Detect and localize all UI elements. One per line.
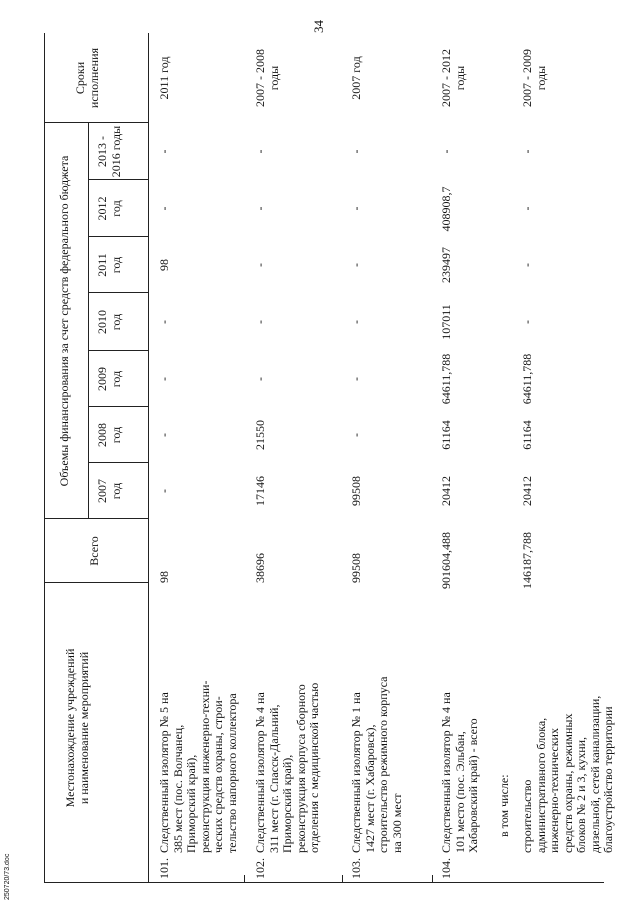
cell-2007: 17146 bbox=[253, 476, 267, 506]
header-year-2010: 2010 год bbox=[95, 310, 123, 334]
cell-2008: 61164 bbox=[439, 420, 453, 450]
row-total: 98 bbox=[157, 571, 171, 583]
cell-2007: 20412 bbox=[520, 476, 534, 506]
header-location: Местонахождение учреждений и наименование мероприятий bbox=[63, 648, 91, 808]
row-term: 2007 - 2008 годы bbox=[253, 49, 281, 107]
cell-2011: - bbox=[349, 263, 363, 267]
cell-2009: 64611,788 bbox=[439, 353, 453, 405]
row-total: 901604,488 bbox=[439, 532, 453, 589]
budget-table bbox=[44, 33, 615, 883]
cell-2011: - bbox=[253, 263, 267, 267]
header-year-2011: 2011 год bbox=[95, 253, 123, 277]
row-number: 102. bbox=[253, 858, 267, 879]
row-total: 38696 bbox=[253, 553, 267, 583]
header-year-2013-2016: 2013 - 2016 годы bbox=[95, 125, 123, 178]
row-line bbox=[432, 875, 433, 883]
row-number: 101. bbox=[157, 858, 171, 879]
in-that-number-label: в том числе: bbox=[497, 774, 511, 837]
cell-2009: - bbox=[157, 377, 171, 381]
header-line-bottom bbox=[148, 33, 149, 883]
cell-2011: 98 bbox=[157, 259, 171, 271]
cell-2010: - bbox=[253, 320, 267, 324]
row-total: 99508 bbox=[349, 553, 363, 583]
row-term: 2007 год bbox=[349, 56, 363, 100]
cell-2011: 239497 bbox=[439, 247, 453, 283]
cell-2007: 20412 bbox=[439, 476, 453, 506]
cell-2011: - bbox=[520, 263, 534, 267]
cell-2010: 107011 bbox=[439, 304, 453, 340]
cell-2013-2016: - bbox=[157, 149, 171, 154]
row-number: 104. bbox=[439, 858, 453, 879]
cell-2012: - bbox=[157, 206, 171, 211]
header-terms: Сроки исполнения bbox=[73, 47, 101, 109]
cell-2012: 408908,7 bbox=[439, 186, 453, 232]
header-year-2009: 2009 год bbox=[95, 367, 123, 391]
cell-2012: - bbox=[349, 206, 363, 211]
cell-2008: - bbox=[349, 433, 363, 437]
cell-2012: - bbox=[253, 206, 267, 211]
cell-2008: 21550 bbox=[253, 420, 267, 450]
row-term: 2007 - 2012 годы bbox=[439, 49, 467, 107]
header-year-2007: 2007 год bbox=[95, 479, 123, 503]
cell-2007: - bbox=[157, 489, 171, 493]
row-line bbox=[342, 875, 343, 883]
header-line-mid bbox=[88, 123, 89, 519]
subrow-name: строительство административного блока, инженерно-технических средств охраны, режимных блоков № 2 и 3, кухни, дизельной, сетей канализации, благоустройство территории bbox=[520, 695, 615, 853]
page-number: 34 bbox=[311, 20, 326, 34]
header-funding-group: Объемы финансирования за счет средств федерального бюджета bbox=[57, 155, 71, 487]
row-number: 103. bbox=[349, 858, 363, 879]
cell-2013-2016: - bbox=[253, 149, 267, 154]
header-year-2008: 2008 год bbox=[95, 423, 123, 447]
cell-2009: - bbox=[349, 377, 363, 381]
cell-2008: - bbox=[157, 433, 171, 437]
cell-2013-2016: - bbox=[439, 149, 453, 154]
header-total: Всего bbox=[87, 536, 101, 566]
cell-2009: - bbox=[253, 377, 267, 381]
cell-2010: - bbox=[520, 320, 534, 324]
row-term: 2011 год bbox=[157, 56, 171, 100]
table-border-left bbox=[44, 882, 604, 883]
header-line-top bbox=[44, 33, 45, 883]
subrow-term: 2007 - 2009 годы bbox=[520, 49, 548, 107]
cell-2009: 64611,788 bbox=[520, 353, 534, 405]
file-name: 250720/73.doc bbox=[4, 853, 11, 900]
row-name: Следственный изолятор № 4 на 311 мест (г. Спасск-Дальний, Приморский край), реконструкция корпуса сборного отделения с медицинской частью bbox=[253, 682, 321, 853]
cell-2010: - bbox=[157, 320, 171, 324]
row-name: Следственный изолятор № 4 на 101 место (пос. Эльбан, Хабаровский край) - всего bbox=[439, 692, 480, 853]
row-line bbox=[244, 875, 245, 883]
row-name: Следственный изолятор № 1 на 1427 мест (г. Хабаровск), строительство режимного корпуса на 300 мест bbox=[349, 676, 404, 853]
cell-2013-2016: - bbox=[520, 149, 534, 154]
cell-2012: - bbox=[520, 206, 534, 211]
cell-2010: - bbox=[349, 320, 363, 324]
cell-2013-2016: - bbox=[349, 149, 363, 154]
cell-2007: 99508 bbox=[349, 476, 363, 506]
subrow-total: 146187,788 bbox=[520, 532, 534, 589]
cell-2008: 61164 bbox=[520, 420, 534, 450]
row-name: Следственный изолятор № 5 на 385 мест (пос. Волчанец, Приморский край), реконструкция инженерно-техни- ческих средств охраны, строи- тельство напорного коллектора bbox=[157, 680, 239, 853]
header-year-2012: 2012 год bbox=[95, 196, 123, 221]
